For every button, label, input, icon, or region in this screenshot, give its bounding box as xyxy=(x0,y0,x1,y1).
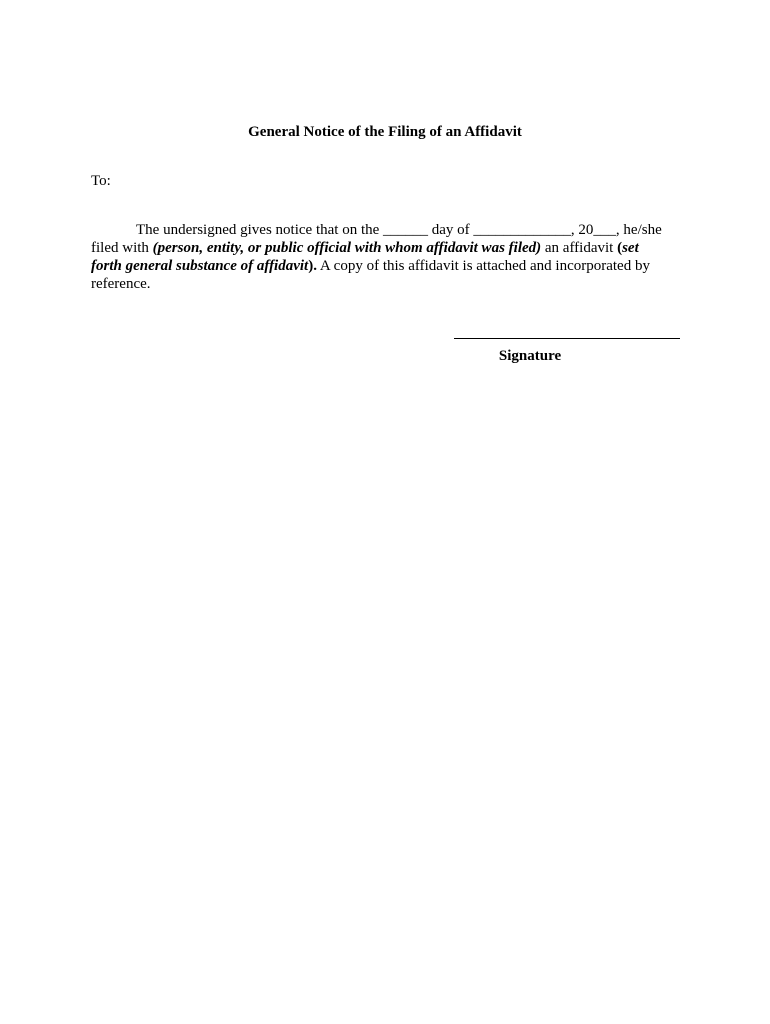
to-label: To: xyxy=(91,173,111,189)
paragraph-text-1: The undersigned gives notice that on the ______ day of _____________, 20___, he/she filed with xyxy=(91,222,662,256)
paragraph-paren-close: ). xyxy=(308,258,317,274)
document-title: General Notice of the Filing of an Affidavit xyxy=(248,124,522,140)
paragraph-text-2: an affidavit xyxy=(541,240,618,256)
paragraph-paren-open: ( xyxy=(617,240,623,256)
paragraph-text-3: A copy of this affidavit is attached and incorporated by reference. xyxy=(91,258,650,292)
paragraph-placeholder-substance: set forth general substance of affidavit xyxy=(91,240,639,274)
paragraph-placeholder-filer: (person, entity, or public official with whom affidavit was filed) xyxy=(152,240,542,256)
signature-line xyxy=(454,338,680,339)
signature-label: Signature xyxy=(498,348,562,364)
notice-paragraph xyxy=(91,221,671,293)
